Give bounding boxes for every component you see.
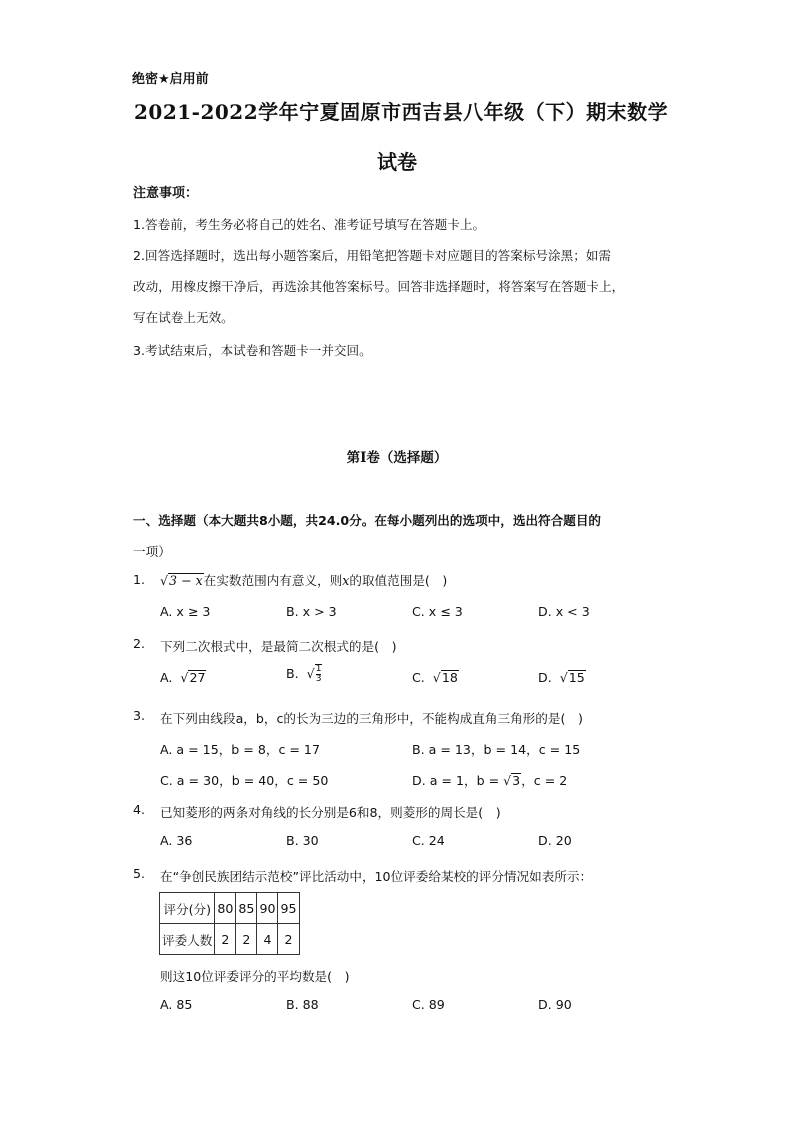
question-4-stem: 已知菱形的两条对角线的长分别是6和8，则菱形的周长是( ) — [160, 805, 501, 820]
q4-option-d[interactable]: D. 20 — [538, 833, 572, 848]
q5-option-d[interactable]: D. 90 — [538, 997, 572, 1012]
q3-option-a[interactable]: A. a = 15，b = 8，c = 17 — [160, 742, 320, 757]
section-title: 第Ⅰ卷（选择题） — [346, 450, 448, 466]
notice-item-3: 3.考试结束后，本试卷和答题卡一并交回。 — [133, 343, 372, 358]
confidential-mark: 绝密★启用前 — [132, 72, 209, 87]
exam-title-line2: 试卷 — [377, 150, 417, 174]
notice-item-2-line1: 2.回答选择题时，选出每小题答案后，用铅笔把答题卡对应题目的答案标号涂黑；如需 — [133, 248, 611, 263]
q5-option-b[interactable]: B. 88 — [286, 997, 319, 1012]
q5-option-c[interactable]: C. 89 — [412, 997, 445, 1012]
question-1-number: 1. — [133, 572, 146, 587]
q2-option-d[interactable]: D. √15 — [538, 670, 585, 685]
question-5-number: 5. — [133, 866, 146, 881]
notice-item-1: 1.答卷前，考生务必将自己的姓名、准考证号填写在答题卡上。 — [133, 217, 486, 232]
q3-option-b[interactable]: B. a = 13，b = 14，c = 15 — [412, 742, 581, 757]
q5-option-a[interactable]: A. 85 — [160, 997, 193, 1012]
part-heading-line2: 一项） — [133, 544, 171, 559]
exam-title-line1: 2021-2022学年宁夏固原市西吉县八年级（下）期末数学 — [134, 100, 669, 124]
q2-option-b[interactable]: B. √ $\frac{1}{3}$ — [286, 664, 322, 684]
question-5-stem: 在“争创民族团结示范校”评比活动中，10位评委给某校的评分情况如表所示： — [160, 869, 593, 884]
table-row: 评委人数 2 2 4 2 — [160, 924, 300, 955]
q1-radicand: 3 − x — [169, 573, 203, 588]
q1-option-c[interactable]: C. x ≤ 3 — [412, 604, 463, 619]
q2-option-c[interactable]: C. √18 — [412, 670, 458, 685]
table-row: 评分(分) 80 85 90 95 — [160, 893, 300, 924]
q4-option-b[interactable]: B. 30 — [286, 833, 319, 848]
notice-item-2-line3: 写在试卷上无效。 — [133, 310, 234, 325]
q1-option-a[interactable]: A. x ≥ 3 — [160, 604, 211, 619]
q3-option-c[interactable]: C. a = 30，b = 40，c = 50 — [160, 773, 329, 788]
q4-option-a[interactable]: A. 36 — [160, 833, 193, 848]
question-1-stem: √3 − x在实数范围内有意义，则x的取值范围是( ) — [160, 573, 448, 588]
q1-option-b[interactable]: B. x > 3 — [286, 604, 337, 619]
question-3-number: 3. — [133, 708, 146, 723]
q4-option-c[interactable]: C. 24 — [412, 833, 445, 848]
question-2-stem: 下列二次根式中，是最简二次根式的是( ) — [160, 639, 397, 654]
notice-heading: 注意事项： — [133, 186, 199, 201]
notice-item-2-line2: 改动，用橡皮擦干净后，再选涂其他答案标号。回答非选择题时，将答案写在答题卡上， — [133, 279, 625, 294]
part-heading-line1: 一、选择题（本大题共8小题，共24.0分。在每小题列出的选项中，选出符合题目的 — [133, 513, 602, 528]
question-5-prompt: 则这10位评委评分的平均数是( ) — [160, 969, 350, 984]
q3-option-d[interactable]: D. a = 1，b = √3，c = 2 — [412, 773, 568, 788]
question-3-stem: 在下列由线段a，b，c的长为三边的三角形中，不能构成直角三角形的是( ) — [160, 711, 583, 726]
q1-option-d[interactable]: D. x < 3 — [538, 604, 590, 619]
q2-option-a[interactable]: A. √27 — [160, 670, 206, 685]
question-4-number: 4. — [133, 802, 146, 817]
score-table — [159, 892, 300, 955]
question-2-number: 2. — [133, 636, 146, 651]
